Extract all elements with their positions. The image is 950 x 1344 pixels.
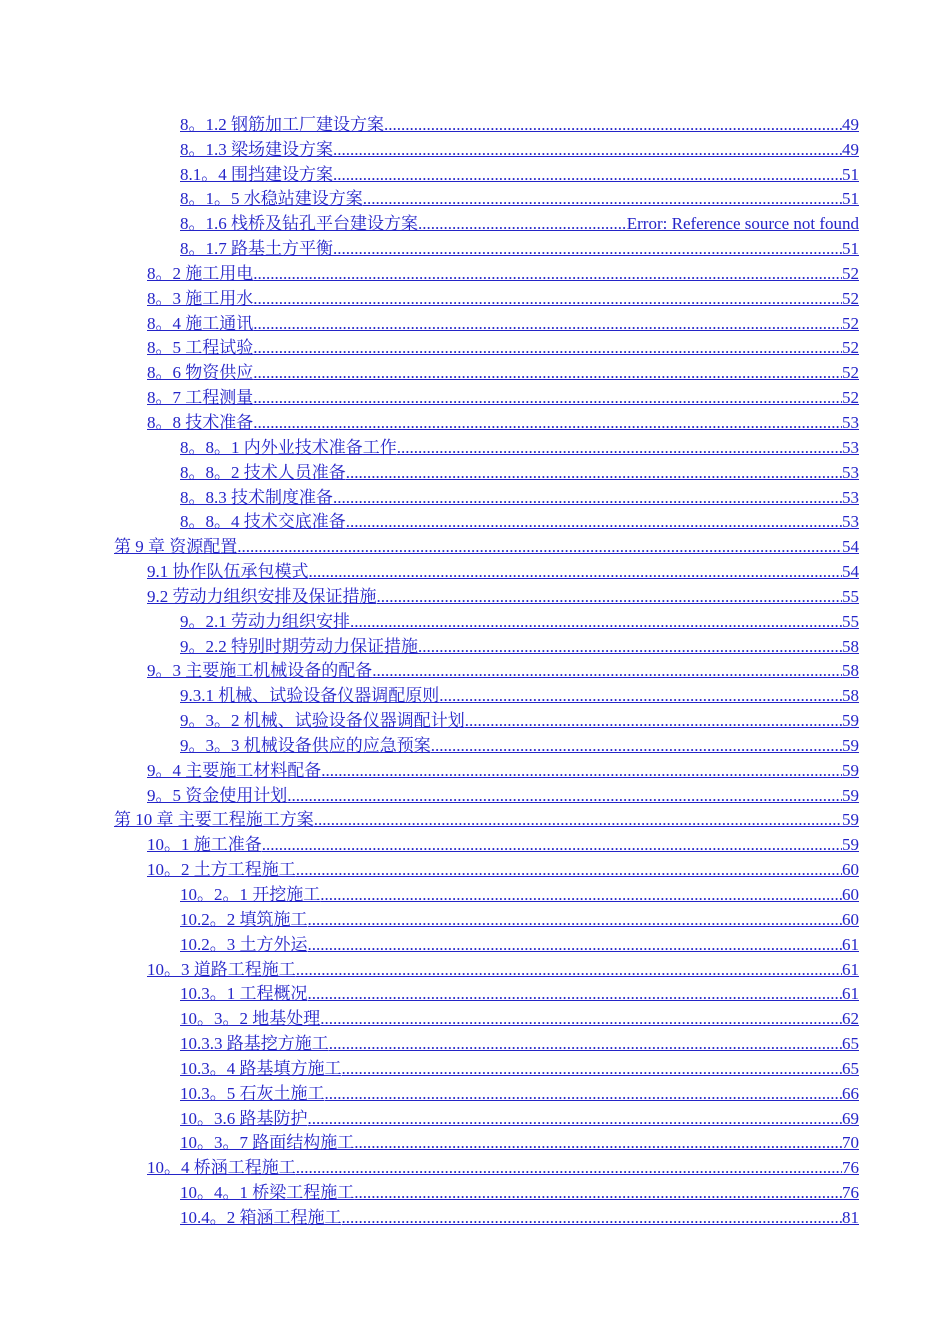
toc-entry-title: 第 9 章 资源配置 [114,537,238,557]
toc-entry-title: 9。5 资金使用计划 [147,785,288,805]
toc-entry[interactable] [180,1205,859,1230]
toc-dot-leader [342,1208,843,1228]
toc-entry-title: 10。3。2 地基处理 [180,1009,321,1029]
toc-entry-page: 53 [842,462,859,482]
toc-entry-page: 59 [842,760,859,780]
toc-entry[interactable] [114,534,859,559]
toc-entry-title: 8。1.6 栈桥及钻孔平台建设方案 [180,214,418,234]
toc-entry-title: 10.2。2 填筑施工 [180,909,308,929]
toc-entry[interactable] [147,783,859,808]
toc-entry[interactable] [180,485,859,510]
toc-entry-page: 65 [842,1034,859,1054]
toc-entry-page: 59 [842,835,859,855]
toc-dot-leader [325,1084,843,1104]
toc-entry-title: 8。6 物资供应 [147,363,254,383]
toc-entry-page: 51 [842,189,859,209]
toc-dot-leader [354,1183,842,1203]
toc-entry-page: 52 [842,338,859,358]
toc-dot-leader [314,810,842,830]
toc-entry-title: 8。8 技术准备 [147,412,254,432]
toc-dot-leader [465,711,842,731]
toc-entry[interactable] [147,659,859,684]
toc-entry-page: 61 [842,934,859,954]
toc-dot-leader [321,761,842,781]
toc-entry[interactable] [180,1106,859,1131]
toc-entry[interactable] [147,584,859,609]
toc-entry[interactable] [180,1081,859,1106]
toc-entry-page: 51 [842,239,859,259]
toc-entry-title: 10。3。7 路面结构施工 [180,1133,355,1153]
toc-entry-title: 8。8。4 技术交底准备 [180,512,346,532]
toc-entry-title: 10.4。2 箱涵工程施工 [180,1207,342,1227]
toc-dot-leader [308,910,843,930]
toc-entry-title: 10.3.3 路基挖方施工 [180,1034,329,1054]
toc-entry-page: 58 [842,636,859,656]
toc-entry[interactable] [180,1056,859,1081]
toc-entry-title: 8。4 施工通讯 [147,313,254,333]
toc-dot-leader [296,1158,842,1178]
toc-dot-leader [309,562,843,582]
toc-dot-leader [333,165,842,185]
toc-entry-title: 8。1.7 路基土方平衡 [180,239,333,259]
toc-dot-leader [418,214,627,234]
toc-entry-page: 52 [842,363,859,383]
toc-entry[interactable] [147,311,859,336]
toc-entry-page: 62 [842,1009,859,1029]
toc-entry-page: 59 [842,810,859,830]
toc-dot-leader [253,289,842,309]
toc-entry-title: 8。1。5 水稳站建设方案 [180,189,363,209]
toc-entry-title: 8.1。4 围挡建设方案 [180,164,333,184]
toc-dot-leader [237,537,842,557]
toc-entry-title: 8。1.2 钢筋加工厂建设方案 [180,114,384,134]
toc-dot-leader [253,338,842,358]
toc-dot-leader [333,488,842,508]
toc-entry[interactable] [180,137,859,162]
toc-entry-page: 60 [842,909,859,929]
toc-entry-page: 52 [842,313,859,333]
toc-entry[interactable] [180,609,859,634]
toc-dot-leader [320,1009,842,1029]
toc-entry-page: 76 [842,1183,859,1203]
toc-dot-leader [333,140,842,160]
toc-dot-leader [320,885,842,905]
toc-entry[interactable] [180,733,859,758]
toc-entry-title: 10。4。1 桥梁工程施工 [180,1183,355,1203]
toc-dot-leader [253,363,842,383]
toc-entry-page: 55 [842,586,859,606]
toc-entry-page: 54 [842,537,859,557]
toc-dot-leader [308,984,843,1004]
toc-entry[interactable] [180,460,859,485]
toc-entry-page: 53 [842,437,859,457]
toc-entry-title: 9。2.1 劳动力组织安排 [180,611,350,631]
toc-entry-title: 10.2。3 土方外运 [180,934,308,954]
toc-entry[interactable] [147,261,859,286]
toc-entry-title: 10。3 道路工程施工 [147,959,296,979]
toc-dot-leader [354,1133,842,1153]
toc-dot-leader [377,587,843,607]
toc-entry-page: 66 [842,1083,859,1103]
toc-entry-page: 53 [842,512,859,532]
toc-entry-title: 9。3。2 机械、试验设备仪器调配计划 [180,711,465,731]
toc-dot-leader [333,239,842,259]
toc-entry-page: 54 [842,562,859,582]
toc-entry-page: 53 [842,487,859,507]
toc-entry[interactable] [180,112,859,137]
toc-entry-page: 60 [842,885,859,904]
toc-dot-leader [418,637,842,657]
toc-dot-leader [346,463,842,483]
toc-dot-leader [287,786,842,806]
toc-dot-leader [296,960,842,980]
toc-entry-page: 76 [842,1158,859,1178]
toc-entry-page: 59 [842,735,859,755]
toc-entry-title: 第 10 章 主要工程施工方案 [114,810,314,830]
toc-entry[interactable] [147,385,859,410]
toc-entry[interactable] [180,1131,859,1156]
table-of-contents [0,112,950,1230]
toc-entry-page: 52 [842,388,859,408]
toc-entry-title: 8。2 施工用电 [147,263,254,283]
toc-entry[interactable] [114,808,859,833]
toc-entry[interactable] [180,1031,859,1056]
toc-entry-title: 10.3。1 工程概况 [180,984,308,1004]
toc-entry[interactable] [180,634,859,659]
toc-entry-page: 58 [842,661,859,681]
toc-entry-title: 9.3.1 机械、试验设备仪器调配原则 [180,686,440,706]
toc-dot-leader [253,388,842,408]
toc-entry[interactable] [180,683,859,708]
toc-entry-title: 8。7 工程测量 [147,388,254,408]
toc-dot-leader [329,1034,842,1054]
toc-entry[interactable] [147,559,859,584]
toc-dot-leader [363,189,842,209]
toc-entry-title: 9。2.2 特别时期劳动力保证措施 [180,636,418,656]
toc-entry-title: 8。3 施工用水 [147,288,254,308]
toc-entry-title: 8。8.3 技术制度准备 [180,487,333,507]
toc-entry[interactable] [180,708,859,733]
toc-entry-title: 10。2 土方工程施工 [147,860,296,880]
toc-entry[interactable] [180,162,859,187]
toc-entry-page: 61 [842,984,859,1004]
toc-entry-title: 10。1 施工准备 [147,835,262,855]
toc-dot-leader [296,860,842,880]
toc-entry-page: 52 [842,263,859,283]
toc-dot-leader [342,1059,843,1079]
toc-entry-title: 10。2。1 开挖施工 [180,885,321,904]
toc-entry-page: Error: Reference source not found [626,214,859,234]
toc-entry[interactable] [180,510,859,535]
toc-entry-page: 60 [842,860,859,880]
toc-entry-title: 8。1.3 梁场建设方案 [180,139,333,159]
toc-dot-leader [262,835,842,855]
toc-entry-page: 52 [842,288,859,308]
toc-entry-page: 69 [842,1108,859,1128]
toc-entry[interactable] [180,435,859,460]
toc-dot-leader [384,115,842,135]
toc-dot-leader [308,935,843,955]
toc-entry-title: 10。4 桥涵工程施工 [147,1158,296,1178]
toc-entry[interactable] [180,882,859,907]
toc-dot-leader [439,686,842,706]
toc-dot-leader [253,413,842,433]
toc-entry[interactable] [180,187,859,212]
toc-entry-page: 59 [842,711,859,731]
toc-entry[interactable] [147,336,859,361]
toc-entry-page: 55 [842,611,859,631]
toc-entry[interactable] [147,360,859,385]
toc-entry[interactable] [147,832,859,857]
toc-dot-leader [431,736,842,756]
toc-entry-page: 81 [842,1207,859,1227]
toc-entry-page: 58 [842,686,859,706]
toc-entry-page: 59 [842,785,859,805]
toc-dot-leader [372,661,842,681]
toc-entry-title: 10.3。4 路基填方施工 [180,1058,342,1078]
toc-entry[interactable] [180,236,859,261]
toc-entry-title: 8。8。1 内外业技术准备工作 [180,437,397,457]
toc-entry-page: 51 [842,164,859,184]
toc-dot-leader [308,1109,843,1129]
toc-entry-page: 53 [842,412,859,432]
toc-entry-page: 49 [842,114,859,134]
toc-dot-leader [253,264,842,284]
toc-entry[interactable] [147,758,859,783]
toc-dot-leader [253,314,842,334]
toc-entry-page: 49 [842,139,859,159]
toc-entry[interactable] [180,211,859,236]
toc-dot-leader [346,512,842,532]
toc-dot-leader [397,438,842,458]
toc-entry-title: 10.3。5 石灰土施工 [180,1083,325,1103]
toc-entry[interactable] [180,1006,859,1031]
toc-entry-title: 9。4 主要施工材料配备 [147,760,322,780]
toc-entry-title: 9.2 劳动力组织安排及保证措施 [147,586,377,606]
toc-entry[interactable] [147,857,859,882]
toc-entry-title: 9。3。3 机械设备供应的应急预案 [180,735,431,755]
toc-entry-page: 65 [842,1058,859,1078]
toc-entry[interactable] [147,957,859,982]
toc-entry-title: 8。8。2 技术人员准备 [180,462,346,482]
toc-entry[interactable] [147,286,859,311]
toc-entry[interactable] [180,982,859,1007]
toc-entry-title: 8。5 工程试验 [147,338,254,358]
toc-entry[interactable] [180,907,859,932]
toc-entry[interactable] [147,1155,859,1180]
toc-entry-title: 10。3.6 路基防护 [180,1108,308,1128]
toc-entry-title: 9.1 协作队伍承包模式 [147,562,309,582]
toc-entry[interactable] [180,932,859,957]
toc-entry[interactable] [147,410,859,435]
toc-entry[interactable] [180,1180,859,1205]
toc-entry-page: 61 [842,959,859,979]
toc-dot-leader [350,612,842,632]
toc-entry-title: 9。3 主要施工机械设备的配备 [147,661,373,681]
toc-entry-page: 70 [842,1133,859,1153]
